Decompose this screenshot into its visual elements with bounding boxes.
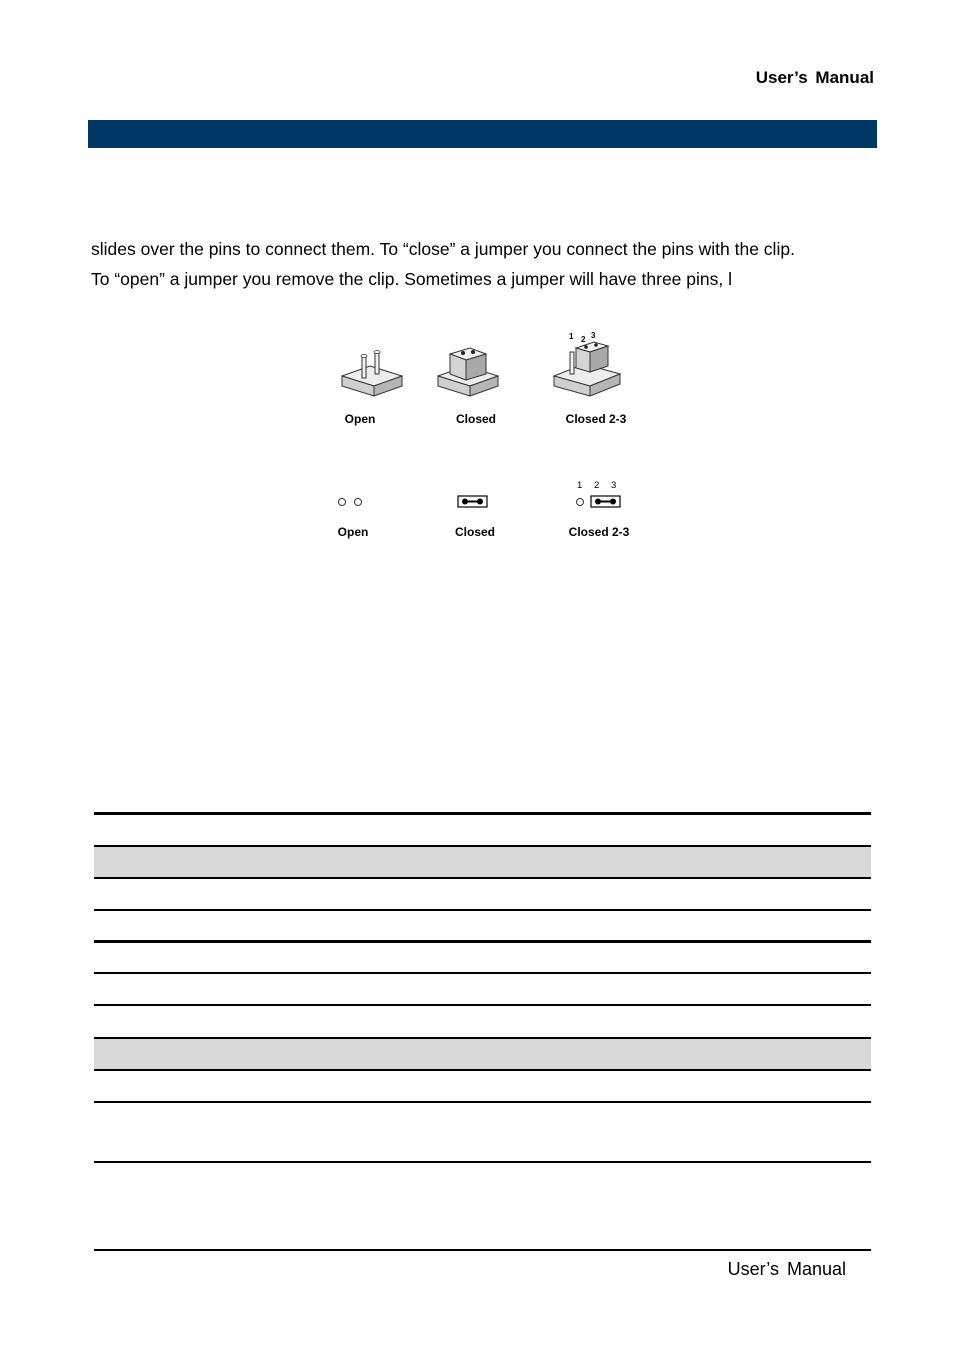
table-row xyxy=(94,812,871,845)
label-closed-2-3-3d: Closed 2-3 xyxy=(565,412,627,426)
table-row xyxy=(94,845,871,877)
schematic-number-3: 3 xyxy=(611,480,617,491)
footer-rule xyxy=(94,1249,871,1251)
table-rule xyxy=(94,1161,871,1163)
table-row xyxy=(94,973,871,1005)
pin-number-3d-3: 3 xyxy=(591,331,596,340)
schematic-number-1: 1 xyxy=(577,480,583,491)
label-closed-2-3-schematic: Closed 2-3 xyxy=(568,525,630,539)
table-row xyxy=(94,909,871,941)
table-row xyxy=(94,1161,871,1249)
table-rule xyxy=(94,940,871,943)
open-jumper-3d-icon xyxy=(342,351,402,397)
label-closed-3d: Closed xyxy=(455,412,496,426)
paragraph-line-2: To “open” a jumper you remove the clip. Sometimes a jumper will have three pins, l xyxy=(91,269,732,289)
label-closed-schematic: Closed xyxy=(454,525,495,539)
table-rule xyxy=(94,1037,871,1039)
label-open-schematic: Open xyxy=(337,525,369,539)
table-row xyxy=(94,941,871,973)
table-rule xyxy=(94,972,871,974)
pin-number-3d-2: 2 xyxy=(581,335,586,344)
table-row xyxy=(94,1101,871,1161)
paragraph-line-1: slides over the pins to connect them. To “close” a jumper you connect the pins with the clip. xyxy=(91,239,795,259)
table-rule xyxy=(94,877,871,879)
table-row xyxy=(94,1005,871,1037)
table-rule xyxy=(94,845,871,847)
table-rule xyxy=(94,1069,871,1071)
closed-2-3-jumper-3d-icon xyxy=(554,342,620,396)
table-row xyxy=(94,877,871,909)
schematic-number-2: 2 xyxy=(594,480,600,491)
pin-number-3d-1: 1 xyxy=(569,332,574,341)
table-row xyxy=(94,1037,871,1069)
label-open-3d: Open xyxy=(344,412,376,426)
jumper-illustration xyxy=(330,328,650,558)
table-rule xyxy=(94,1101,871,1103)
closed-jumper-schematic-icon xyxy=(458,496,487,507)
table-rule xyxy=(94,812,871,815)
open-jumper-schematic-icon xyxy=(339,499,362,506)
section-title-bar xyxy=(88,120,877,148)
table-rule xyxy=(94,1004,871,1006)
page-header-title: User’s Manual xyxy=(755,68,874,87)
table-rule xyxy=(94,909,871,911)
page-footer-text: User’s Manual xyxy=(727,1259,846,1279)
closed-2-3-jumper-schematic-icon xyxy=(577,496,621,507)
closed-jumper-3d-icon xyxy=(438,348,498,396)
table-row xyxy=(94,1069,871,1101)
jumper-figure xyxy=(330,328,650,558)
